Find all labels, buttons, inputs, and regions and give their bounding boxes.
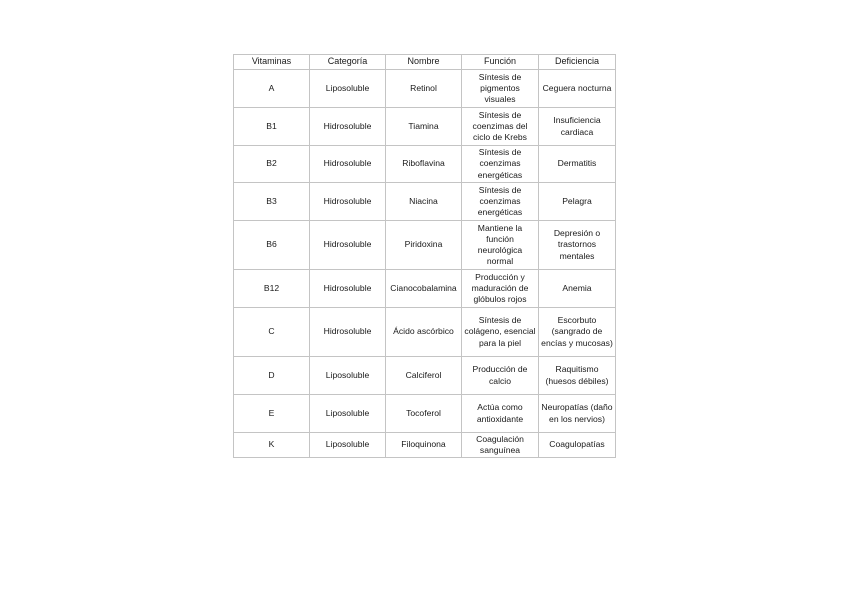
deficiency-cell: Coagulopatías — [539, 433, 616, 458]
vitamin-cell: A — [234, 70, 310, 108]
function-cell: Síntesis de coenzimas energéticas — [462, 146, 539, 183]
table-row — [234, 270, 616, 308]
name-cell: Riboflavina — [386, 146, 462, 183]
category-cell: Liposoluble — [310, 433, 386, 458]
function-cell: Síntesis de colágeno, esencial para la piel — [462, 308, 539, 357]
table-row — [234, 146, 616, 183]
category-cell: Hidrosoluble — [310, 221, 386, 270]
deficiency-cell: Pelagra — [539, 183, 616, 221]
deficiency-cell: Anemia — [539, 270, 616, 308]
category-cell: Hidrosoluble — [310, 183, 386, 221]
function-cell: Coagulación sanguínea — [462, 433, 539, 458]
name-cell: Cianocobalamina — [386, 270, 462, 308]
vitamin-cell: K — [234, 433, 310, 458]
function-cell: Síntesis de coenzimas energéticas — [462, 183, 539, 221]
vitamin-cell: E — [234, 395, 310, 433]
name-cell: Calciferol — [386, 357, 462, 395]
deficiency-cell: Dermatitis — [539, 146, 616, 183]
deficiency-cell: Raquitismo (huesos débiles) — [539, 357, 616, 395]
function-cell: Actúa como antioxidante — [462, 395, 539, 433]
category-cell: Liposoluble — [310, 395, 386, 433]
vitamins-table — [233, 54, 616, 458]
header-nombre: Nombre — [386, 55, 462, 70]
deficiency-cell: Ceguera nocturna — [539, 70, 616, 108]
table-row — [234, 183, 616, 221]
category-cell: Liposoluble — [310, 70, 386, 108]
category-cell: Hidrosoluble — [310, 270, 386, 308]
category-cell: Hidrosoluble — [310, 108, 386, 146]
function-cell: Síntesis de pigmentos visuales — [462, 70, 539, 108]
header-categoria: Categoría — [310, 55, 386, 70]
vitamin-cell: B6 — [234, 221, 310, 270]
name-cell: Tiamina — [386, 108, 462, 146]
header-deficiencia: Deficiencia — [539, 55, 616, 70]
vitamin-cell: B12 — [234, 270, 310, 308]
function-cell: Mantiene la función neurológica normal — [462, 221, 539, 270]
name-cell: Filoquinona — [386, 433, 462, 458]
function-cell: Producción de calcio — [462, 357, 539, 395]
function-cell: Producción y maduración de glóbulos rojos — [462, 270, 539, 308]
deficiency-cell: Escorbuto (sangrado de encías y mucosas) — [539, 308, 616, 357]
deficiency-cell: Neuropatías (daño en los nervios) — [539, 395, 616, 433]
table-row — [234, 221, 616, 270]
table-row — [234, 357, 616, 395]
function-cell: Síntesis de coenzimas del ciclo de Krebs — [462, 108, 539, 146]
table-row — [234, 395, 616, 433]
deficiency-cell: Depresión o trastornos mentales — [539, 221, 616, 270]
name-cell: Tocoferol — [386, 395, 462, 433]
name-cell: Niacina — [386, 183, 462, 221]
category-cell: Liposoluble — [310, 357, 386, 395]
table-row — [234, 108, 616, 146]
category-cell: Hidrosoluble — [310, 146, 386, 183]
vitamin-cell: B3 — [234, 183, 310, 221]
table-header-row — [234, 55, 616, 70]
vitamin-cell: C — [234, 308, 310, 357]
deficiency-cell: Insuficiencia cardiaca — [539, 108, 616, 146]
table-row — [234, 308, 616, 357]
name-cell: Ácido ascórbico — [386, 308, 462, 357]
vitamin-cell: B1 — [234, 108, 310, 146]
name-cell: Piridoxina — [386, 221, 462, 270]
table-row — [234, 433, 616, 458]
header-vitaminas: Vitaminas — [234, 55, 310, 70]
category-cell: Hidrosoluble — [310, 308, 386, 357]
table-row — [234, 70, 616, 108]
header-funcion: Función — [462, 55, 539, 70]
vitamin-cell: D — [234, 357, 310, 395]
name-cell: Retinol — [386, 70, 462, 108]
vitamin-cell: B2 — [234, 146, 310, 183]
